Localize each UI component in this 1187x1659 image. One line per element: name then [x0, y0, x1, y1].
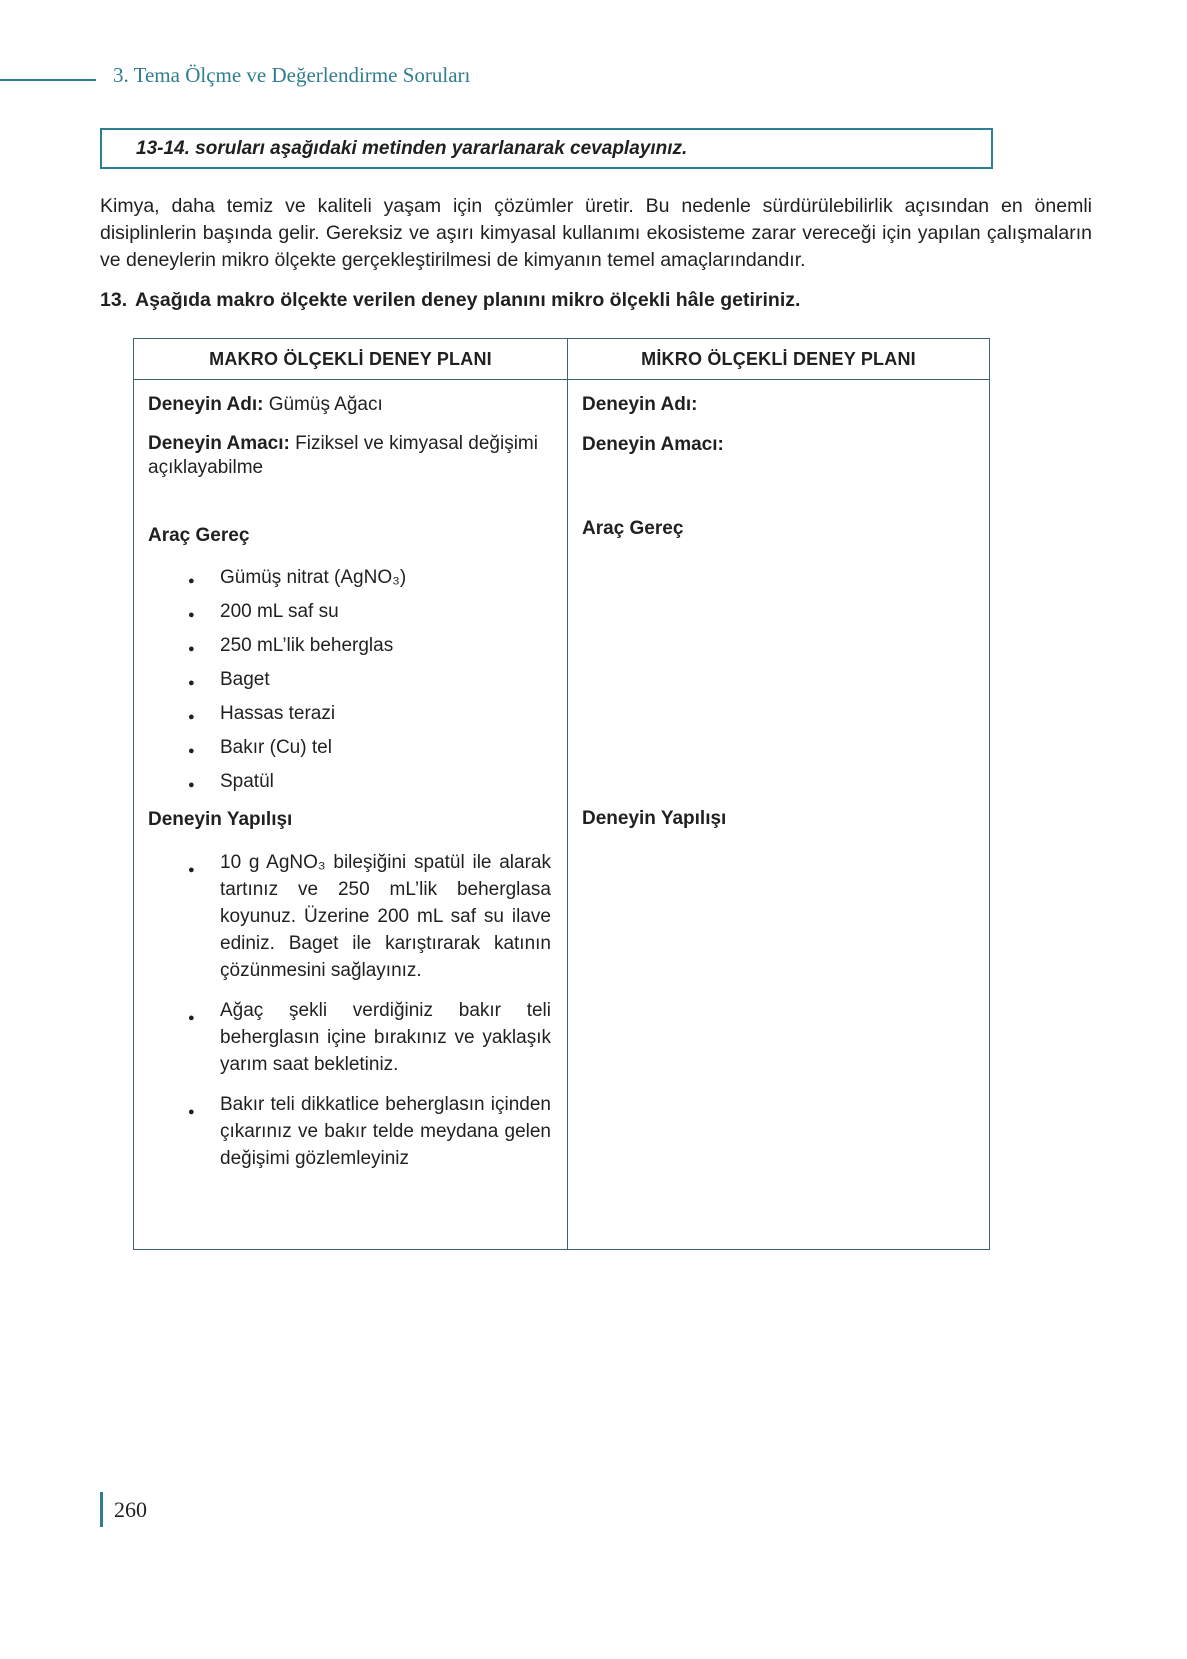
- list-item: ● Hassas terazi: [148, 703, 553, 724]
- page-number: 260: [114, 1496, 147, 1522]
- list-item: ● Ağaç şekli verdiğiniz bakır teli beherglasın içine bırakınız ve yaklaşık yarım saat bekletiniz.: [148, 997, 553, 1078]
- instruction-text: 13-14. soruları aşağıdaki metinden yararlanarak cevaplayınız.: [136, 137, 688, 159]
- micro-name-label: Deneyin Adı:: [582, 394, 698, 415]
- list-item: ● Baget: [148, 669, 553, 690]
- macro-materials-label: Araç Gereç: [148, 525, 250, 546]
- list-item: ● 10 g AgNO₃ bileşiğini spatül ile alarak tartınız ve 250 mL’lik beherglasa koyunuz. Üzerine 200 mL saf su ilave ediniz. Baget ile karıştırarak katının çözünmesini sağlayınız.: [148, 849, 553, 984]
- question-text: Aşağıda makro ölçekte verilen deney planını mikro ölçekli hâle getiriniz.: [135, 289, 801, 311]
- table-header-micro: MİKRO ÖLÇEKLİ DENEY PLANI: [567, 339, 989, 379]
- page-header: [0, 58, 470, 92]
- micro-plan-cell: [567, 380, 989, 1249]
- footer-accent-bar: [100, 1492, 103, 1527]
- list-item: ● 250 mL’lik beherglas: [148, 635, 553, 656]
- instruction-box: [100, 128, 993, 169]
- table-body-row: [134, 380, 989, 1249]
- intro-paragraph: Kimya, daha temiz ve kaliteli yaşam için çözümler üretir. Bu nedenle sürdürülebilirlik açısından en önemli disiplinlerin başında gelir. Gereksiz ve aşırı kimyasal kullanımı ekosisteme zarar vereceği için yapılan çalışmaların ve deneylerin mikro ölçekte gerçekleştirilmesi de kimyanın temel amaçlarındandır.: [100, 195, 1092, 271]
- macro-procedure-list: [148, 849, 553, 1172]
- list-item: ● 200 mL saf su: [148, 601, 553, 622]
- macro-materials-list: [148, 567, 553, 792]
- list-item: ● Bakır (Cu) tel: [148, 737, 553, 758]
- list-item: ● Bakır teli dikkatlice beherglasın içinden çıkarınız ve bakır telde meydana gelen değişimi gözlemleyiniz: [148, 1091, 553, 1172]
- header-rule: [0, 79, 96, 81]
- macro-plan-cell: [134, 380, 567, 1249]
- macro-name-field: [148, 393, 553, 417]
- page-footer: [100, 1492, 147, 1527]
- macro-purpose-value: Fiziksel ve kimyasal değişimi açıklayabilme: [148, 433, 538, 478]
- macro-name-value: Gümüş Ağacı: [268, 394, 383, 415]
- list-item: ● Spatül: [148, 771, 553, 792]
- macro-purpose-label: Deneyin Amacı:: [148, 433, 290, 454]
- micro-purpose-field: [582, 433, 975, 457]
- table-header-macro: MAKRO ÖLÇEKLİ DENEY PLANI: [209, 349, 492, 369]
- list-item: ● Gümüş nitrat (AgNO₃): [148, 567, 553, 588]
- question-13: [100, 289, 1092, 312]
- macro-name-label: Deneyin Adı:: [148, 394, 264, 415]
- micro-purpose-label: Deneyin Amacı:: [582, 434, 724, 455]
- header-title: 3. Tema Ölçme ve Değerlendirme Soruları: [113, 62, 471, 87]
- question-number: 13.: [100, 289, 128, 311]
- experiment-plan-table: [133, 338, 990, 1250]
- table-header-row: [134, 339, 989, 380]
- micro-name-field: [582, 393, 975, 417]
- macro-purpose-field: [148, 432, 540, 480]
- macro-procedure-label: Deneyin Yapılışı: [148, 809, 293, 830]
- micro-procedure-label: Deneyin Yapılışı: [582, 808, 727, 829]
- micro-materials-label: Araç Gereç: [582, 518, 684, 539]
